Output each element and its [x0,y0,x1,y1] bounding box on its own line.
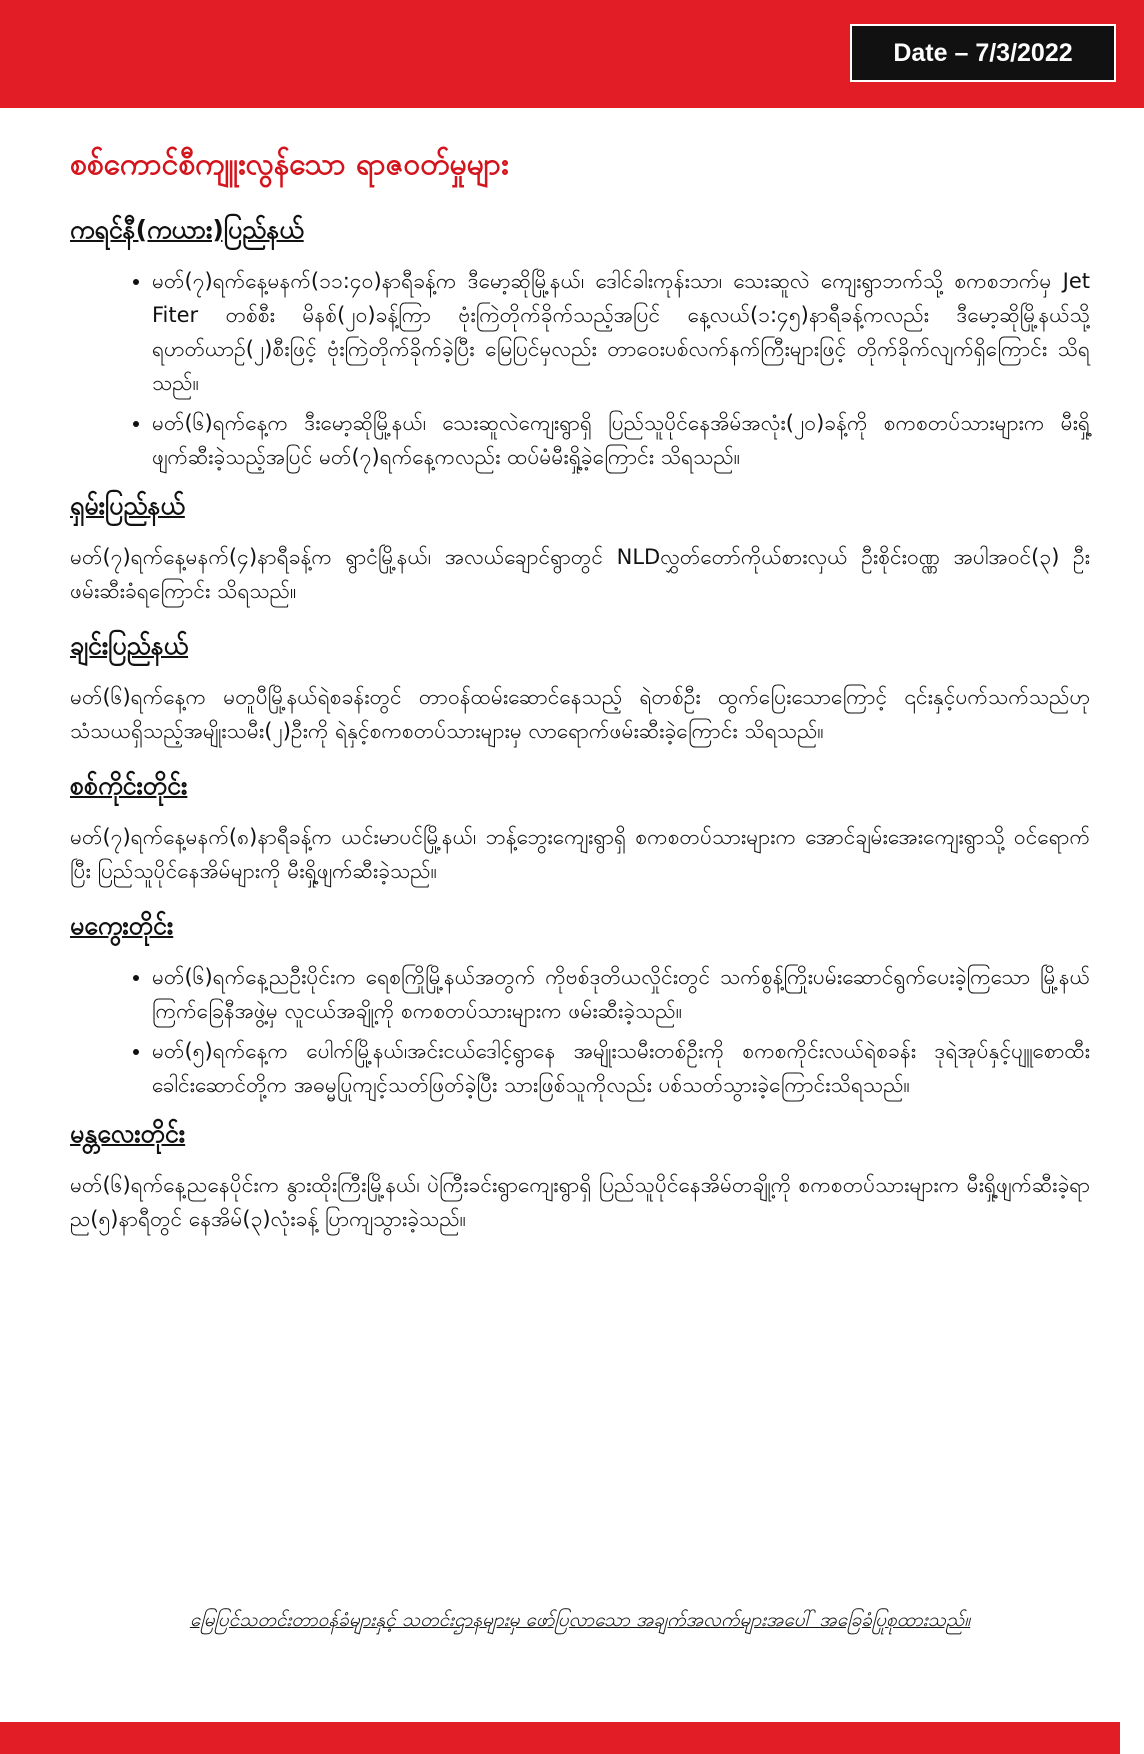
date-label: Date – 7/3/2022 [850,24,1116,82]
section-paragraph: မတ်(၇)ရက်နေ့မနက်(၄)နာရီခန့်က ရွာငံမြို့နယ်၊ အလယ်ချောင်ရွာတွင် NLDလွှတ်တော်ကိုယ်စားလှယ် ဦးစိုင်းဝဏ္ဏ အပါအဝင်(၃) ဦး ဖမ်းဆီးခံရကြောင်း သိရသည်။ [70,545,1090,603]
section-heading: ရှမ်းပြည်နယ် [70,491,185,520]
section-heading: မကွေးတိုင်း [70,911,174,940]
section-heading: မန္တလေးတိုင်း [70,1119,186,1148]
footer-note: မြေပြင်သတင်းတာဝန်ခံများနှင့် သတင်းဌာနများမှ ဖော်ပြလာသော အချက်အလက်များအပေါ် အခြေခံပြုစုထားသည်။ [189,1609,971,1631]
section-paragraph: မတ်(၆)ရက်နေ့က မတူပီမြို့နယ်ရဲစခန်းတွင် တာဝန်ထမ်းဆောင်နေသည့် ရဲတစ်ဦး ထွက်ပြေးသောကြောင့် ၎င်းနှင့်ပက်သက်သည်ဟု သံသယရှိသည့်အမျိုးသမီး(၂)ဦးကို ရဲနှင့်စကစတပ်သားများမှ လာရောက်ဖမ်းဆီးခဲ့ကြောင်း သိရသည်။ [70,685,1090,743]
bullet-item: • မတ်(၅)ရက်နေ့က ပေါက်မြို့နယ်၊အင်းငယ်ဒေါင့်ရွာနေ အမျိုးသမီးတစ်ဦးကို စကစကိုင်းလယ်ရဲစခန်း ဒုရဲအုပ်နှင့်ပျူစောထီးခေါင်းဆောင်တို့က အဓမ္မပြုကျင့်သတ်ဖြတ်ခဲ့ပြီး သားဖြစ်သူကိုလည်း ပစ်သတ်သွားခဲ့ကြောင်းသိရသည်။ [152,1034,1090,1102]
section-heading: ကရင်နီ(ကယား)ပြည်နယ် [70,215,304,244]
bullet-item: • မတ်(၇)ရက်နေ့မနက်(၁၁:၄၀)နာရီခန့်က ဒီမော့ဆိုမြို့နယ်၊ ဒေါင်ခါးကုန်းသာ၊ သေးဆူလဲ ကျေးရွာဘက်သို့ စကစဘက်မှ Jet Fiter တစ်စီး မိနစ်(၂၀)ခန့်ကြာ ဗုံးကြဲတိုက်ခိုက်သည့်အပြင် နေ့လယ်(၁:၄၅)နာရီခန့်ကလည်း ဒီမော့ဆိုမြို့နယ်သို့ ရဟတ်ယာဉ်(၂)စီးဖြင့် ဗုံးကြဲတိုက်ခိုက်ခဲ့ပြီး မြေပြင်မှလည်း တာဝေးပစ်လက်နက်ကြီးများဖြင့် တိုက်ခိုက်လျက်ရှိကြောင်း သိရသည်။ [152,264,1090,400]
section-chin [70,626,1090,748]
bullet-list [70,264,1090,474]
bullet-item: • မတ်(၆)ရက်နေ့က ဒီးမော့ဆိုမြို့နယ်၊ သေးဆူလဲကျေးရွာရှိ ပြည်သူပိုင်နေအိမ်အလုံး(၂၀)ခန့်ကို စကစတပ်သားများက မီးရှို့ဖျက်ဆီးခဲ့သည့်အပြင် မတ်(၇)ရက်နေ့ကလည်း ထပ်မံမီးရှို့ခဲ့ကြောင်း သိရသည်။ [152,406,1090,474]
section-heading: ချင်းပြည်နယ် [70,631,189,660]
section-magway [70,906,1090,1102]
bullet-list [70,960,1090,1102]
section-mandalay [70,1114,1090,1236]
section-paragraph: မတ်(၇)ရက်နေ့မနက်(၈)နာရီခန့်က ယင်းမာပင်မြို့နယ်၊ ဘန့်ဘွေးကျေးရွာရှိ စကစတပ်သားများက အောင်ချမ်းအေးကျေးရွာသို့ ဝင်ရောက်ပြီး ပြည်သူပိုင်နေအိမ်များကို မီးရှို့ဖျက်ဆီးခဲ့သည်။ [70,825,1090,883]
page-title: စစ်ကောင်စီကျူးလွန်သော ရာဇဝတ်မှုများ [70,147,509,182]
section-paragraph: မတ်(၆)ရက်နေ့ညနေပိုင်းက နွားထိုးကြီးမြို့နယ်၊ ပဲကြီးခင်းရွာကျေးရွာရှိ ပြည်သူပိုင်နေအိမ်တချို့ကို စကစတပ်သားများက မီးရှို့ဖျက်ဆီးခဲ့ရာ ည(၅)နာရီတွင် နေအိမ်(၃)လုံးခန့် ပြာကျသွားခဲ့သည်။ [70,1173,1090,1231]
report-content [70,140,1090,1254]
section-shan [70,486,1090,608]
section-heading: စစ်ကိုင်းတိုင်း [70,771,188,800]
bottom-band-notch [1120,1722,1144,1754]
section-sagaing [70,766,1090,888]
bullet-item: • မတ်(၆)ရက်နေ့ညဦးပိုင်းက ရေစကြိုမြို့နယ်အတွက် ကိုဗစ်ဒုတိယလှိုင်းတွင် သက်စွန့်ကြိုးပမ်းဆောင်ရွက်ပေးခဲ့ကြသော မြို့နယ်ကြက်ခြေနီအဖွဲ့မှ လူငယ်အချို့ကို စကစတပ်သားများက ဖမ်းဆီးခဲ့သည်။ [152,960,1090,1028]
section-karenni [70,210,1090,474]
bottom-red-band [0,1722,1144,1754]
